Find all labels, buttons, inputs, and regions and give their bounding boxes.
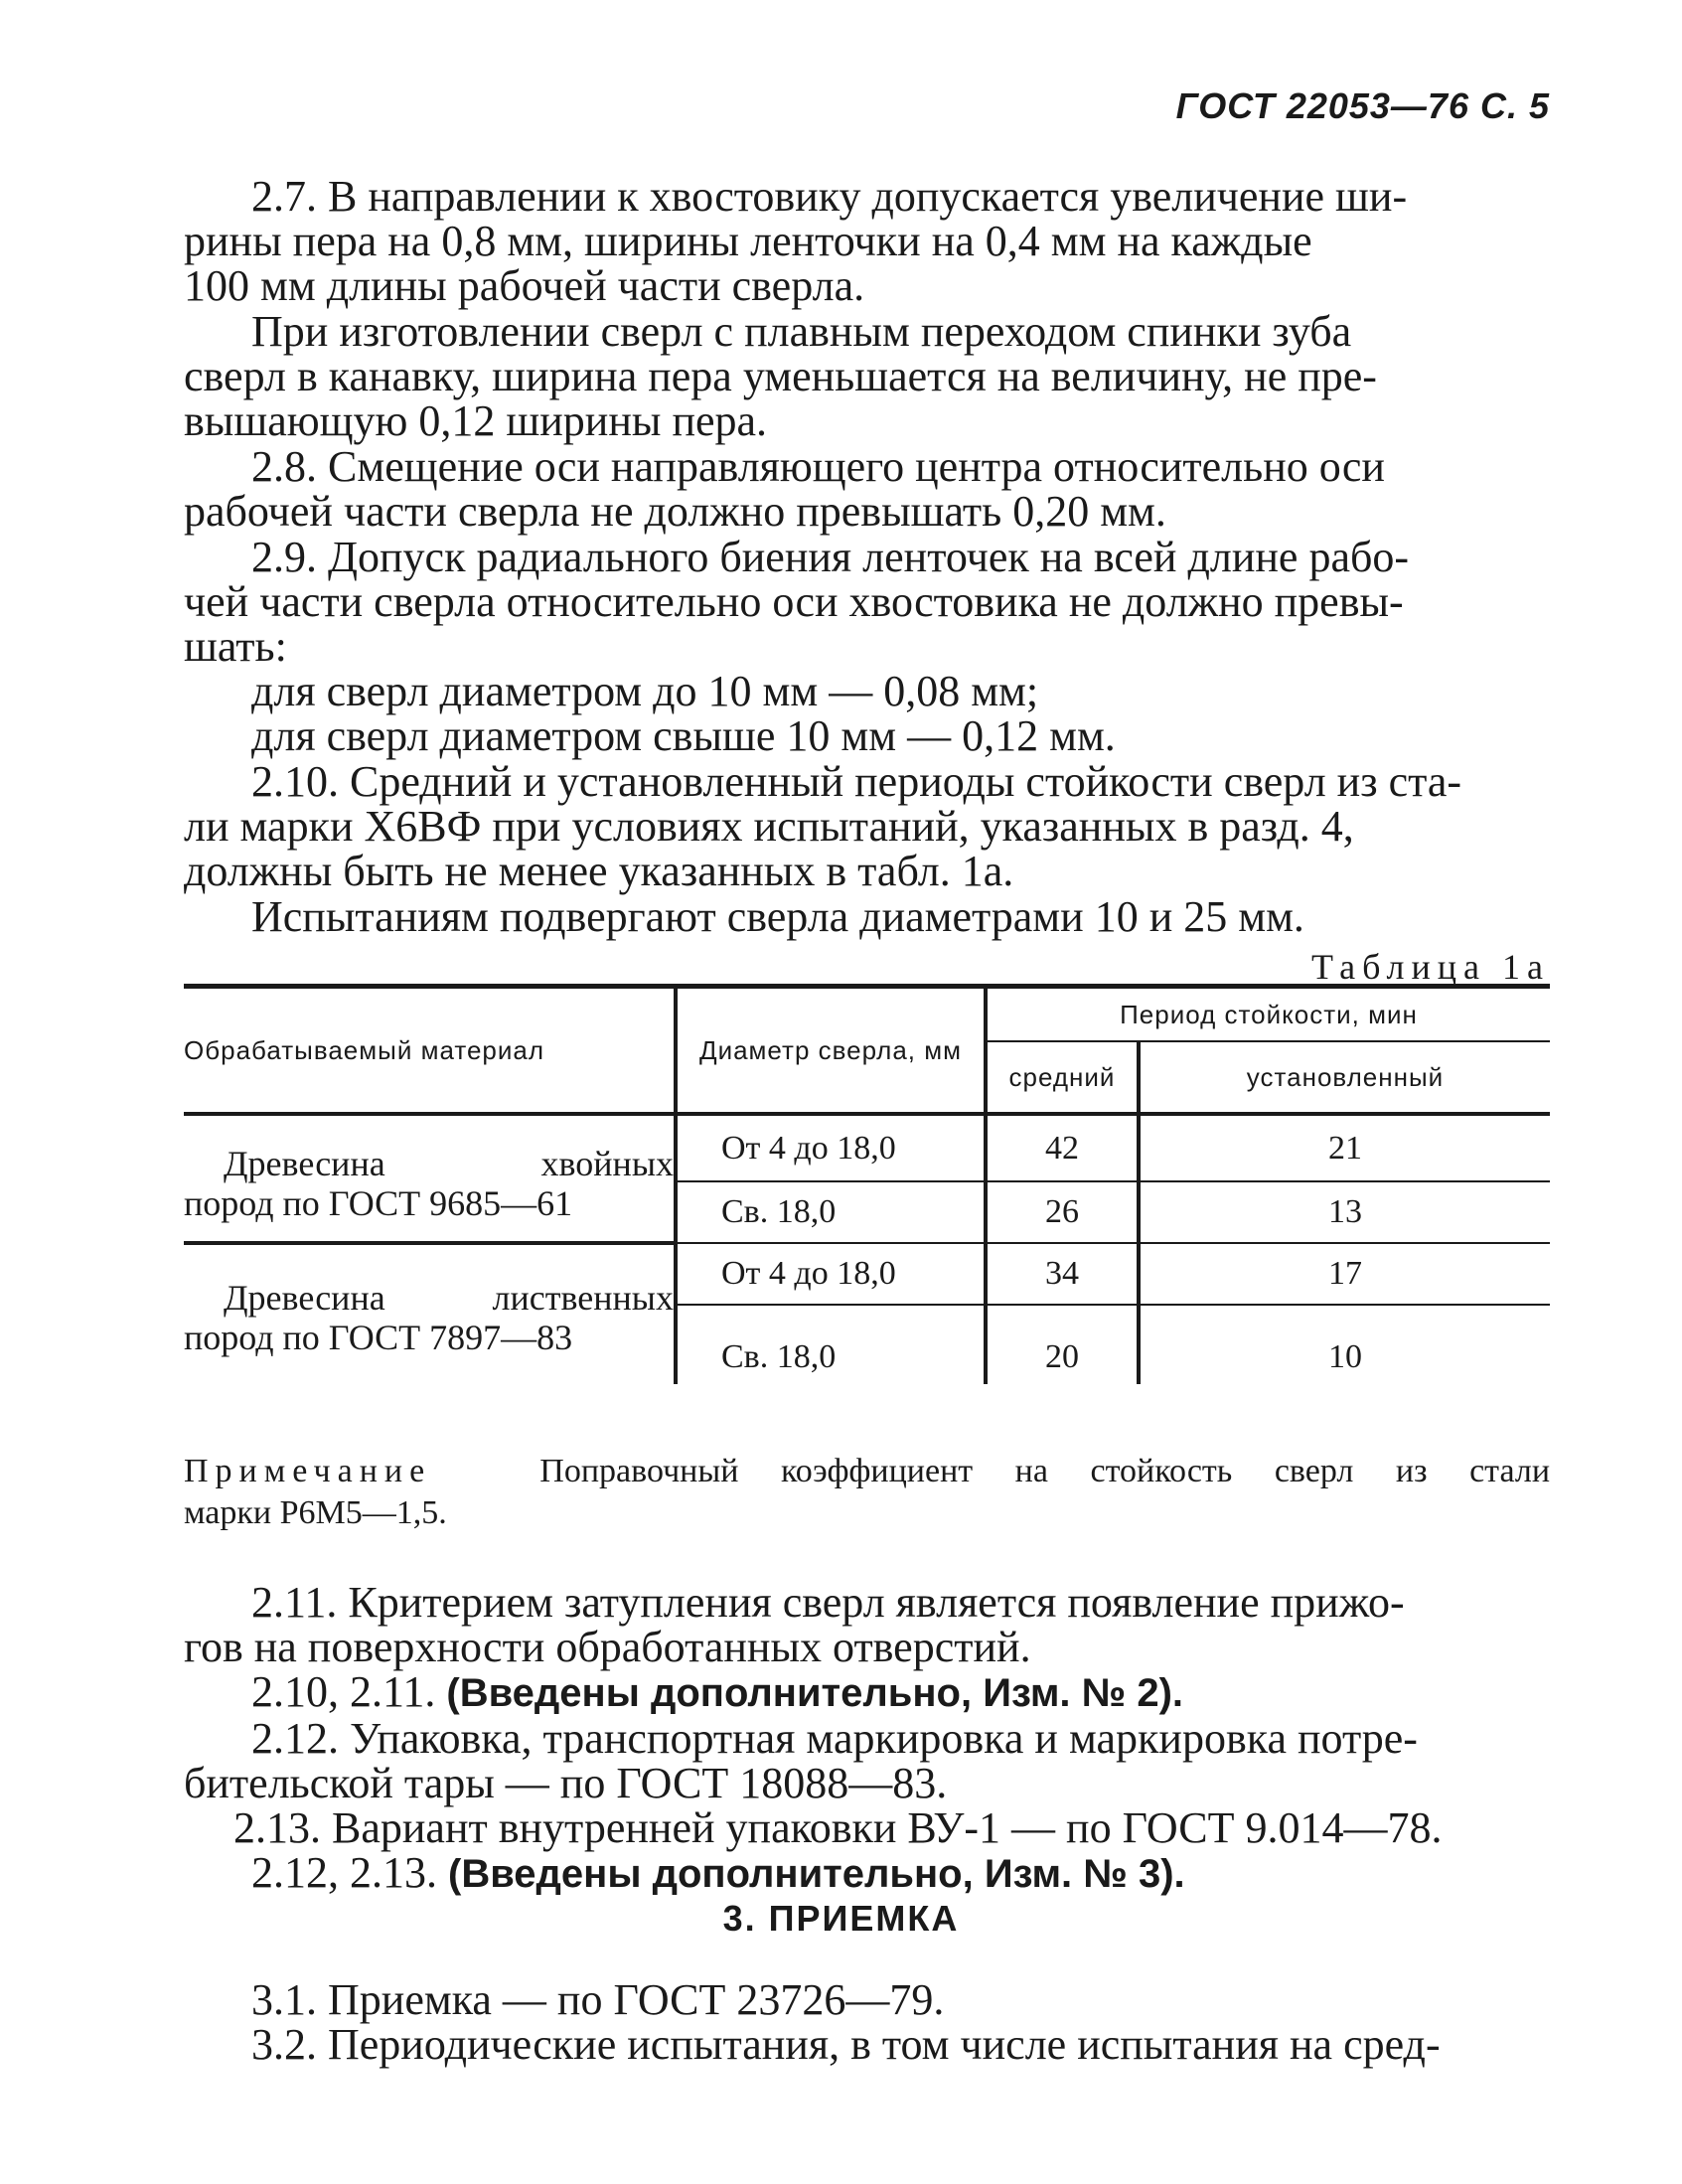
note-label: Примечание <box>184 1453 432 1489</box>
paragraph-2-8: 2.8. Смещение оси направляющего центра относительно оси рабочей части сверла не должно превышать 0,20 мм. <box>184 442 1385 536</box>
table-header-row-1 <box>184 987 1550 1042</box>
table-note <box>184 1451 1550 1534</box>
header-established: установленный <box>1139 1041 1550 1114</box>
material-cell: Древесина хвойных пород по ГОСТ 9685—61 <box>184 1114 676 1243</box>
average-cell: 42 <box>986 1114 1139 1181</box>
amendment-2: 2.10, 2.11. (Введены дополнительно, Изм. № 2). <box>251 1667 1184 1716</box>
diameter-cell: Св. 18,0 <box>676 1305 986 1384</box>
section-title: 3. ПРИЕМКА <box>722 1898 960 1939</box>
established-cell: 13 <box>1139 1181 1550 1243</box>
established-cell: 21 <box>1139 1114 1550 1181</box>
note-text: Поправочный коэффициент на стойкость сверл из стали <box>539 1453 1551 1489</box>
average-cell: 26 <box>986 1181 1139 1243</box>
diameter-cell: Св. 18,0 <box>676 1181 986 1243</box>
page-header: ГОСТ 22053—76 С. 5 <box>1175 85 1550 126</box>
established-cell: 10 <box>1139 1305 1550 1384</box>
body-text-top <box>184 174 1550 939</box>
body-text-bottom <box>184 1580 1550 1897</box>
average-cell: 20 <box>986 1305 1139 1384</box>
header-material: Обрабатываемый материал <box>184 987 676 1115</box>
paragraph-3-2: 3.2. Периодические испытания, в том числе испытания на сред- <box>251 2020 1441 2069</box>
diameter-cell: От 4 до 18,0 <box>676 1243 986 1305</box>
paragraph-2-11: 2.11. Критерием затупления сверл является появление прижо- гов на поверхности обработанных отверстий. <box>184 1578 1405 1671</box>
note-text-2: марки Р6М5—1,5. <box>184 1494 447 1531</box>
table-row <box>184 1243 1550 1305</box>
body-text-section3 <box>184 1977 1550 2067</box>
paragraph-2-7: 2.7. В направлении к хвостовику допускается увеличение ши- рины пера на 0,8 мм, ширины ленточки на 0,4 мм на каждые 100 мм длины рабочей части сверла. <box>184 172 1408 310</box>
paragraph-2-12: 2.12. Упаковка, транспортная маркировка и маркировка потре- бительской тары — по ГОСТ 18088—83. <box>184 1714 1418 1807</box>
material-cell: Древесина лиственных пород по ГОСТ 7897—83 <box>184 1278 674 1357</box>
paragraph-2-13: 2.13. Вариант внутренней упаковки ВУ-1 — по ГОСТ 9.014—78. <box>233 1803 1443 1852</box>
table-row <box>184 1114 1550 1181</box>
established-cell: 17 <box>1139 1243 1550 1305</box>
paragraph-2-9: 2.9. Допуск радиального биения ленточек на всей длине рабо- чей части сверла относительно оси хвостовика не должно превы- шать: <box>184 533 1410 671</box>
paragraph-2-9-list: для сверл диаметром до 10 мм — 0,08 мм; для сверл диаметром свыше 10 мм — 0,12 мм. <box>251 667 1116 760</box>
paragraph-3-1: 3.1. Приемка — по ГОСТ 23726—79. <box>251 1975 945 2024</box>
header-diameter: Диаметр сверла, мм <box>676 987 986 1115</box>
average-cell: 34 <box>986 1243 1139 1305</box>
paragraph-2-10-b: Испытаниям подвергают сверла диаметрами 10 и 25 мм. <box>251 892 1304 941</box>
paragraph-2-10: 2.10. Средний и установленный периоды стойкости сверл из ста- ли марки Х6ВФ при условиях испытаний, указанных в разд. 4, должны быть не менее указанных в табл. 1а. <box>184 757 1462 895</box>
diameter-cell: От 4 до 18,0 <box>676 1114 986 1181</box>
header-average: средний <box>986 1041 1139 1114</box>
amendment-3: 2.12, 2.13. (Введены дополнительно, Изм. № 3). <box>251 1848 1185 1897</box>
paragraph-2-7-b: При изготовлении сверл с плавным переходом спинки зуба сверл в канавку, ширина пера уменьшается на величину, не пре- вышающую 0,12 ширины пера. <box>184 307 1377 445</box>
table-1a <box>184 984 1550 1384</box>
table-caption: Таблица 1а <box>1311 947 1550 987</box>
header-period: Период стойкости, мин <box>986 987 1550 1042</box>
